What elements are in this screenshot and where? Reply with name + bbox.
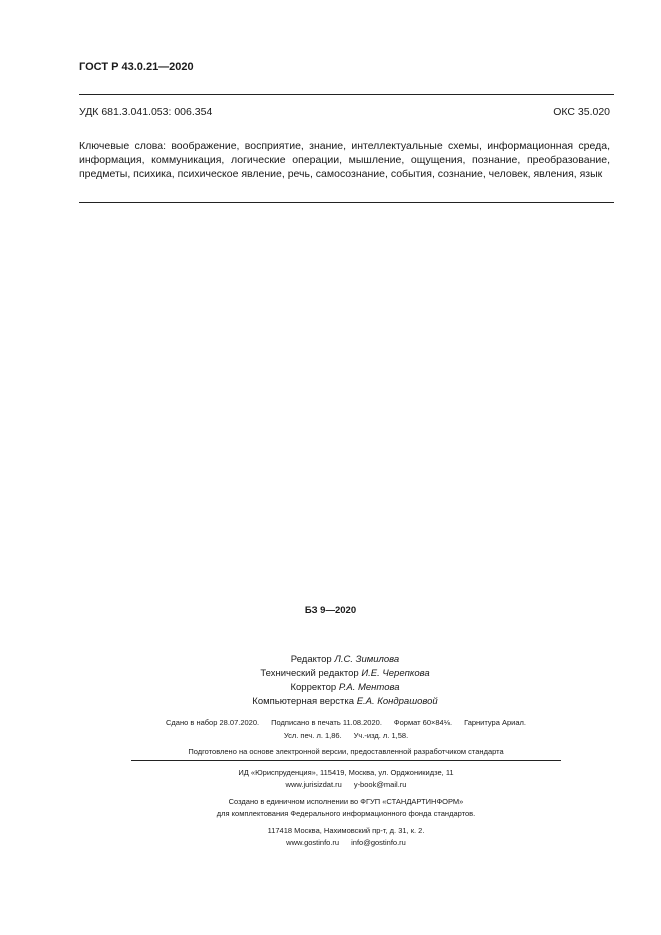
oks-code: ОКС 35.020 <box>553 106 610 118</box>
publisher-contacts <box>131 836 561 849</box>
jur-site-link[interactable]: www.jurisizdat.ru <box>285 780 342 789</box>
staff-tech-editor: Технический редактор И.Е. Черепкова <box>260 668 430 679</box>
publisher-address: 117418 Москва, Нахимовский пр-т, д. 31, к. 2. <box>267 826 425 835</box>
publisher-jur-line: ИД «Юриспруденция», 115419, Москва, ул. Орджоникидзе, 11 <box>238 768 454 777</box>
gostinfo-site-link[interactable]: www.gostinfo.ru <box>286 838 340 847</box>
imprint-line: Сдано в набор 28.07.2020. Подписано в печать 11.08.2020. Формат 60×84⅛. Гарнитура Ариал. <box>166 718 526 727</box>
udk-code: УДК 681.3.041.053: 006.354 <box>79 106 213 118</box>
staff-layout: Компьютерная верстка Е.А. Кондрашовой <box>252 696 438 707</box>
created-line1: Создано в единичном исполнении во ФГУП «СТАНДАРТИНФОРМ» <box>228 797 464 806</box>
gostinfo-email-link[interactable]: info@gostinfo.ru <box>351 838 406 847</box>
bz-code: БЗ 9—2020 <box>304 605 357 616</box>
publisher-jur-contacts <box>131 778 561 791</box>
divider <box>131 760 561 761</box>
staff-corrector: Корректор Р.А. Ментова <box>290 682 400 693</box>
imprint-sheets: Усл. печ. л. 1,86. Уч.-изд. л. 1,58. <box>283 731 409 740</box>
created-line2: для комплектования Федерального информационного фонда стандартов. <box>216 809 476 818</box>
staff-editor: Редактор Л.С. Зимилова <box>290 654 400 665</box>
keywords-paragraph: Ключевые слова: воображение, восприятие, знание, интеллектуальные схемы, информационная среда, информация, коммуникация, логические операции, мышление, ощущения, познание, преобразование, предметы, психика, психическое явление, речь, самосознание, события, сознание, человек, явления, язык <box>79 140 610 180</box>
imprint-prepared: Подготовлено на основе электронной версии, предоставленной разработчиком стандарта <box>188 747 504 756</box>
divider <box>79 94 614 95</box>
document-code: ГОСТ Р 43.0.21—2020 <box>79 61 194 73</box>
jur-email-link[interactable]: y-book@mail.ru <box>353 780 407 789</box>
staff-list <box>0 653 661 709</box>
divider <box>79 202 614 203</box>
